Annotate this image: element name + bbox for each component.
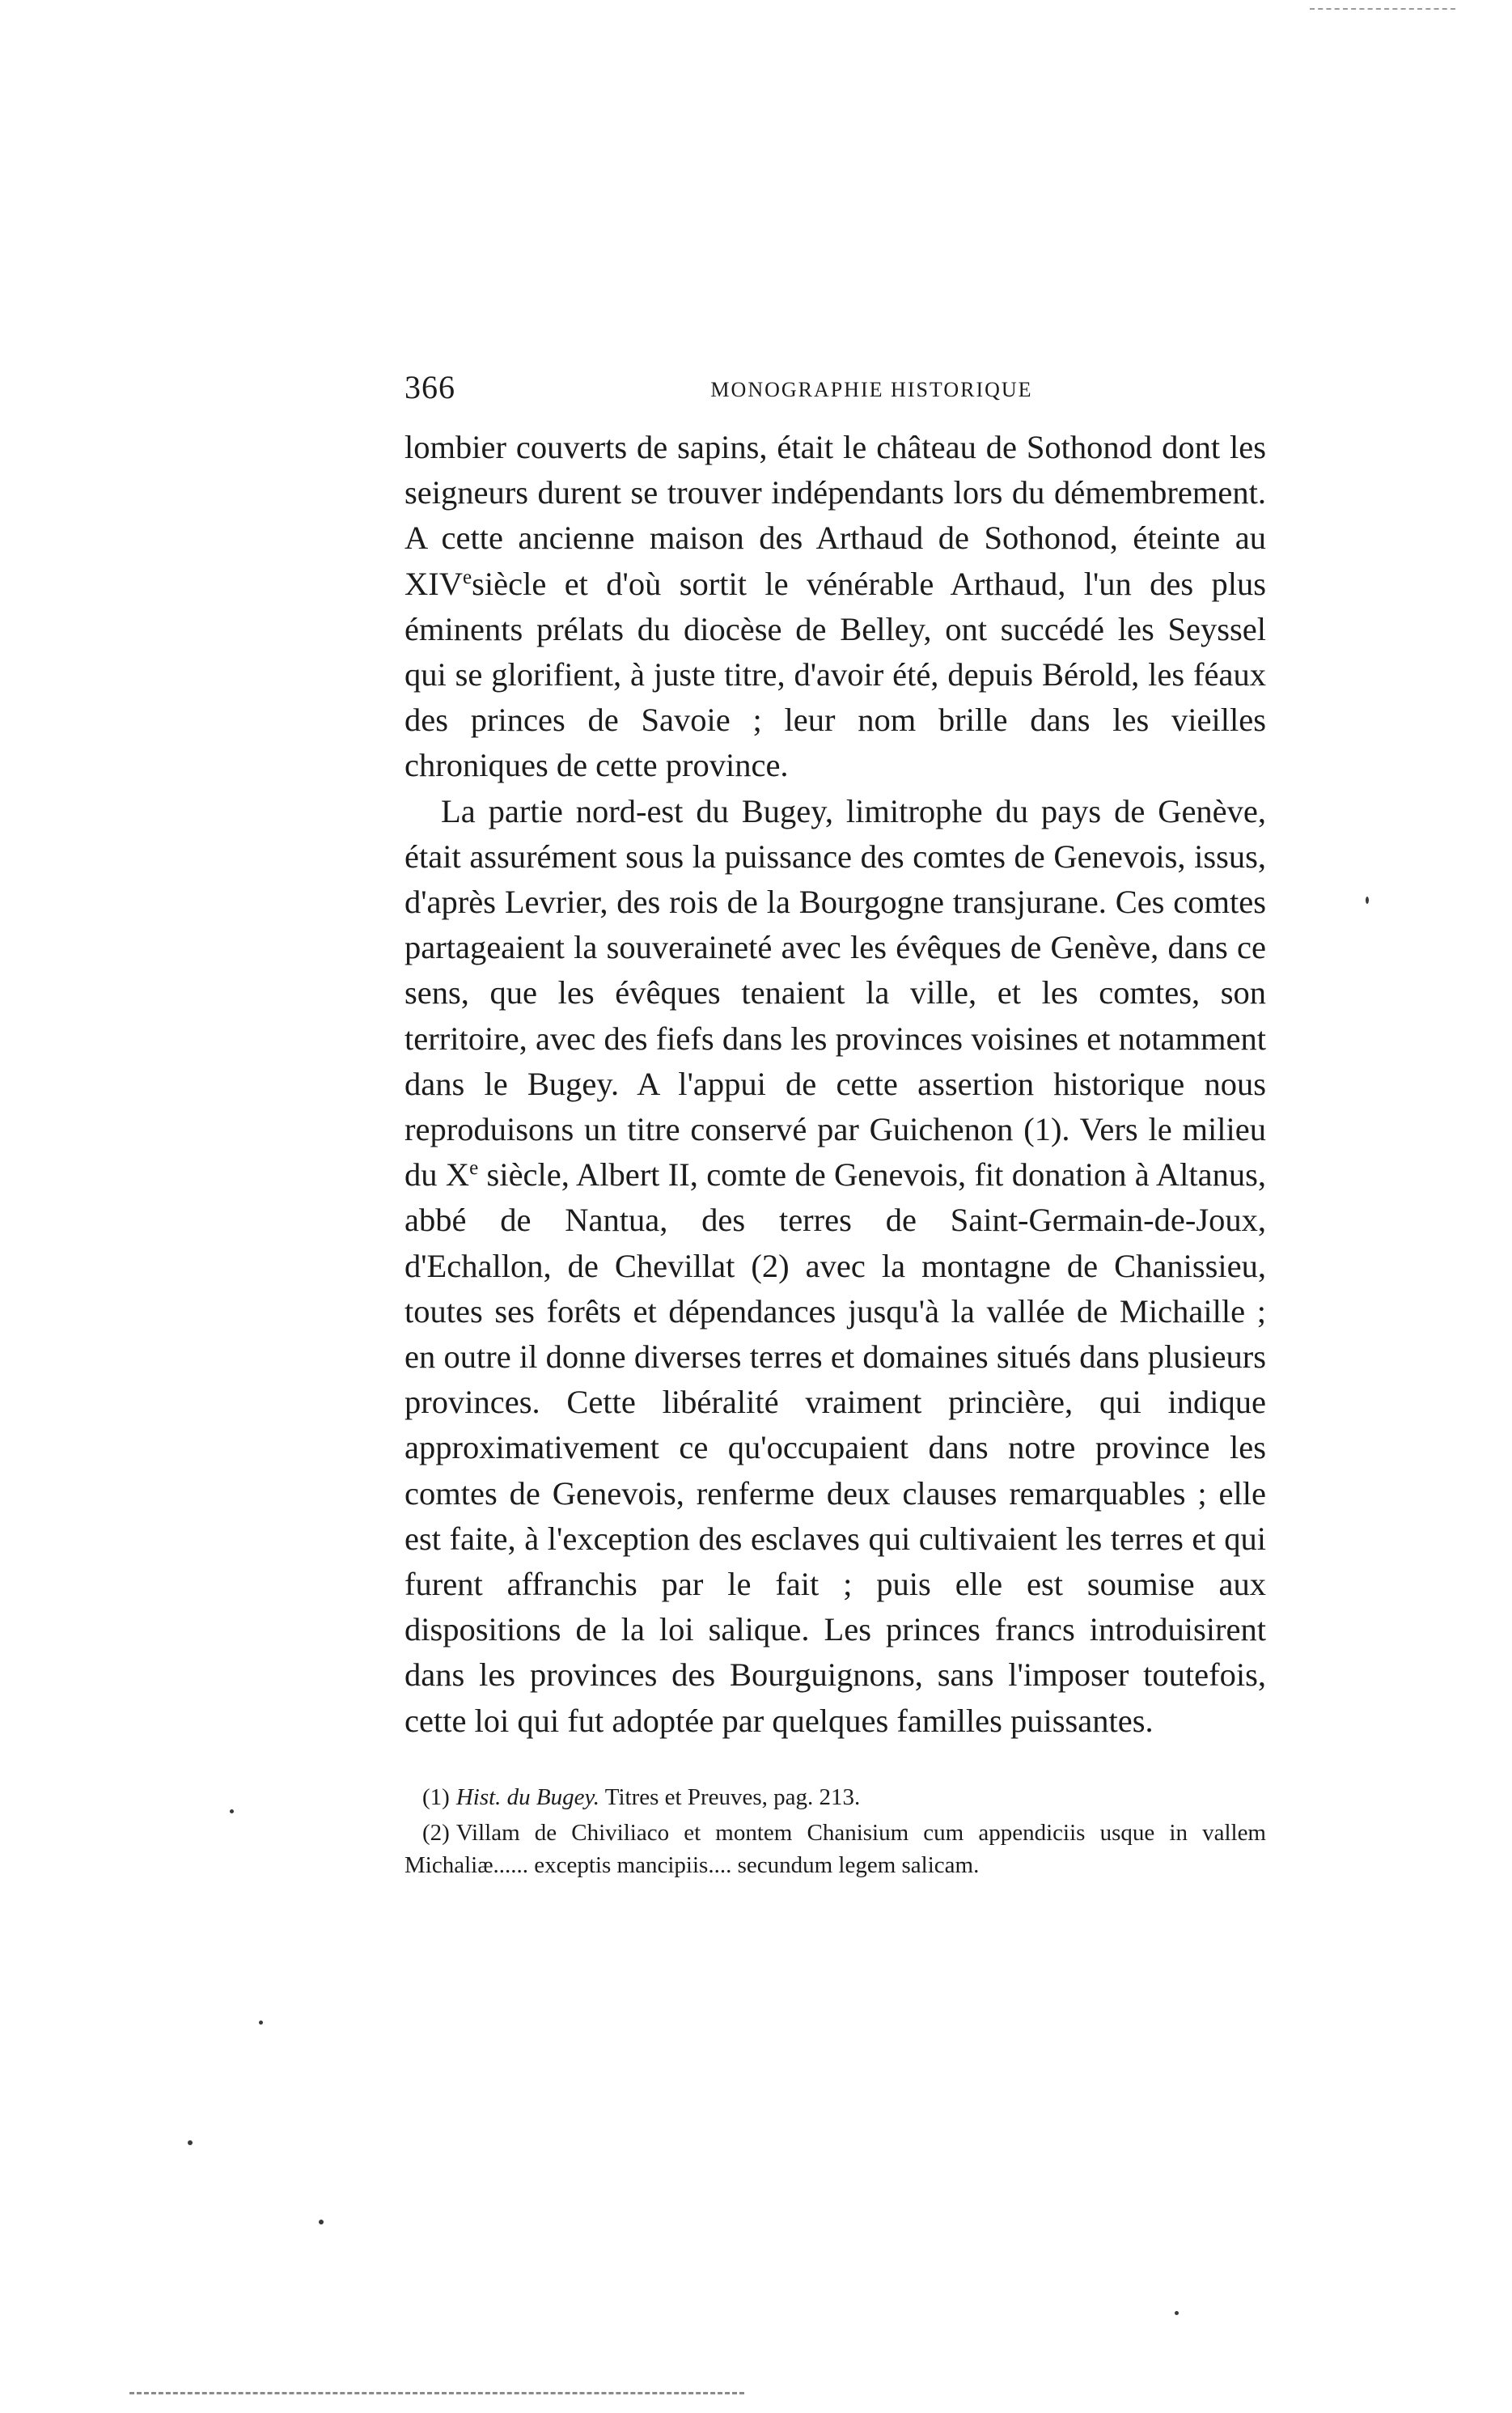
scan-speck (230, 1809, 234, 1813)
footnote-marker: (1) (422, 1783, 450, 1810)
paragraph-1-text-a: lombier couverts de sapins, était le château de Sothonod dont les seigneurs durent se trouver indépendants lors du démembrement. A cette ancienne maison des Arthaud de Sothonod, éteinte au XIV (404, 429, 1266, 602)
footnote-text: Titres et Preuves, pag. 213. (599, 1783, 861, 1810)
footnote-1 (404, 1781, 1266, 1813)
scan-speck (1366, 897, 1369, 904)
footnotes (404, 1781, 1266, 1881)
scan-artifact-top (1310, 8, 1455, 12)
page-number: 366 (404, 369, 455, 405)
running-title: MONOGRAPHIE HISTORIQUE (710, 378, 1033, 401)
footnote-2 (404, 1817, 1266, 1881)
superscript-e: e (462, 566, 472, 588)
scan-speck (259, 2021, 263, 2025)
footnote-marker: (2) (422, 1819, 450, 1846)
paragraph-1-text-b: siècle et d'où sortit le vénérable Arthaud, l'un des plus éminents prélats du diocèse de Belley, ont succédé les Seyssel qui se glorifient, à juste titre, d'avoir été, depuis Bérold, les féaux des princes de Savoie ; leur nom brille dans les vieilles chroniques de cette province. (404, 565, 1266, 784)
scan-speck (1175, 2311, 1179, 2315)
footnote-text: Villam de Chiviliaco et montem Chanisium cum appendiciis usque in vallem Michaliæ...... exceptis mancipiis.... secundum legem salicam. (404, 1819, 1266, 1878)
paragraph-2 (404, 789, 1266, 1744)
footnote-italic: Hist. du Bugey. (455, 1783, 600, 1810)
paragraph-2-text-a: La partie nord-est du Bugey, limitrophe du pays de Genève, était assurément sous la puissance des comtes de Genevois, issus, d'après Levrier, des rois de la Bourgogne transjurane. Ces comtes partageaient la souveraineté avec les évêques de Genève, dans ce sens, que les évêques tenaient la ville, et les comtes, son territoire, avec des fiefs dans les provinces voisines et notamment dans le Bugey. A l'appui de cette assertion historique nous reproduisons un titre conservé par Guichenon (1). Vers le milieu du X (404, 792, 1266, 1194)
page-content (404, 368, 1266, 1885)
running-head (404, 368, 1266, 425)
paragraph-2-text-b: siècle, Albert II, comte de Genevois, fit donation à Altanus, abbé de Nantua, des terres de Saint-Germain-de-Joux, d'Echallon, de Chevillat (2) avec la montagne de Chanissieu, toutes ses forêts et dépendances jusqu'à la vallée de Michaille ; en outre il donne diverses terres et domaines situés dans plusieurs provinces. Cette libéralité vraiment princière, qui indique approximativement ce qu'occupaient dans notre province les comtes de Genevois, renferme deux clauses remarquables ; elle est faite, à l'exception des esclaves qui cultivaient les terres et qui furent affranchis par le fait ; puis elle est soumise aux dispositions de la loi salique. Les princes francs introduisirent dans les provinces des Bourguignons, sans l'imposer toutefois, cette loi qui fut adoptée par quelques familles puissantes. (404, 1156, 1266, 1739)
superscript-e: e (469, 1157, 479, 1180)
scan-speck (319, 2220, 324, 2224)
scan-artifact-bottom (129, 2392, 744, 2397)
scan-speck (188, 2140, 193, 2145)
paragraph-1 (404, 425, 1266, 789)
